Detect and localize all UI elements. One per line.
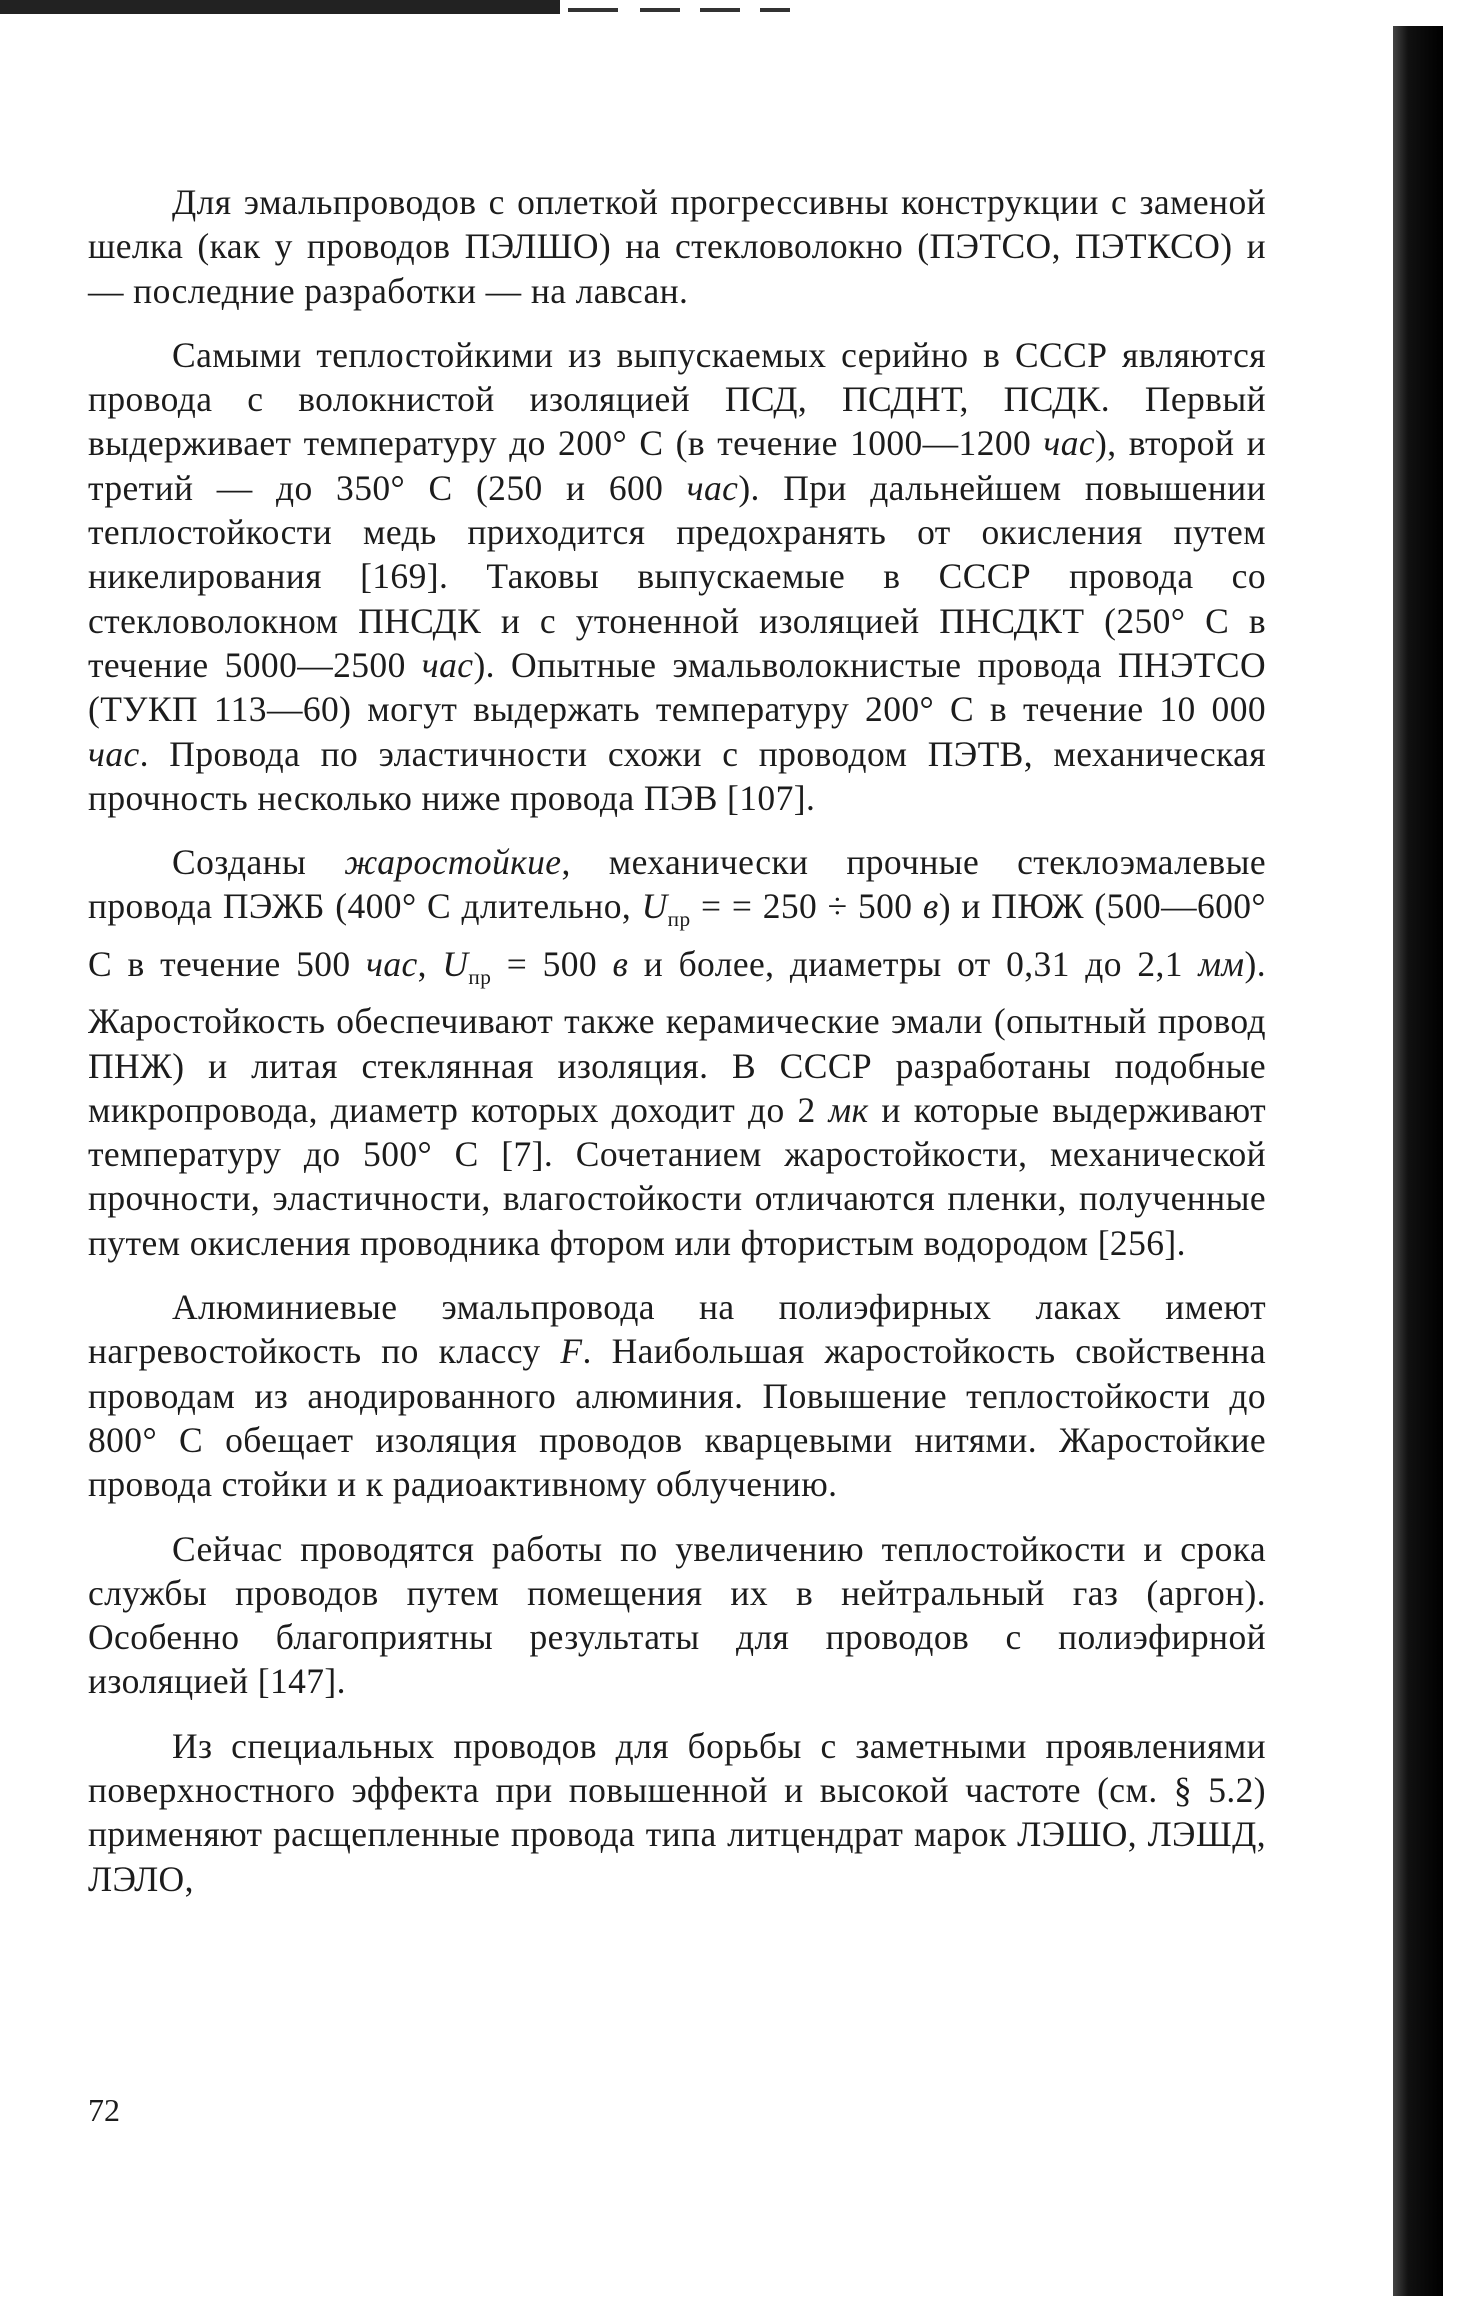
text-run: = 500 xyxy=(491,943,613,984)
text-run: мк xyxy=(828,1089,869,1130)
text-run: . Наибольшая жаростойкость свойственна проводам из анодированного алюминия. Повышение теплостойкости до 800° С обещает изоляция проводов кварцевыми нитями. Жаростойкие провода стойки и к радиоактивному облучению. xyxy=(88,1331,1266,1505)
text-run: Алюминиевые эмальпровода на полиэфирных лаках имеют нагревостойкость по классу xyxy=(88,1287,1266,1372)
text-run: U xyxy=(641,886,668,927)
text-run: час xyxy=(1043,423,1096,464)
text-run: , xyxy=(417,943,443,984)
top-dash xyxy=(760,8,790,12)
paragraph xyxy=(88,1724,1266,1901)
text-run: и которые выдерживают температуру до 500° С [7]. Сочетанием жаростойкости, механической прочности, эластичности, влагостойкости отличаются пленки, полученные путем окисления проводника фтором или фтористым водородом [256]. xyxy=(88,1089,1266,1263)
text-run: = = 250 ÷ 500 xyxy=(690,886,923,927)
text-run: в xyxy=(922,886,939,927)
paragraph xyxy=(88,840,1266,1265)
paragraph xyxy=(88,1285,1266,1506)
text-run: час xyxy=(421,644,474,685)
text-run: в xyxy=(612,943,629,984)
text-run: час xyxy=(366,943,418,984)
text-run: ) и ПЮЖ (500—600° С в течение 500 xyxy=(88,886,1267,984)
text-run: Сейчас проводятся работы по увеличению теплостойкости и срока службы проводов путем помещения их в нейтральный газ (аргон). Особенно благоприятны результаты для проводов с полиэфирной изоляцией [147]. xyxy=(88,1528,1266,1702)
text-run: Из специальных проводов для борьбы с заметными проявлениями поверхностного эффекта при повышенной и высокой частоте (см. § 5.2) применяют расщепленные провода типа литцендрат марок ЛЭШО, ЛЭШД, ЛЭЛО, xyxy=(88,1725,1266,1899)
text-run: мм xyxy=(1198,943,1245,984)
text-run: Самыми теплостойкими из выпускаемых серийно в СССР являются провода с волокнистой изоляцией ПСД, ПСДНТ, ПСДК. Первый выдерживает температуру до 200° С (в течение 1000—1200 xyxy=(88,334,1266,464)
top-dash xyxy=(640,8,680,12)
top-rule xyxy=(0,0,560,14)
top-dash xyxy=(568,8,618,12)
text-run: . Провода по эластичности схожи с проводом ПЭТВ, механическая прочность несколько ниже провода ПЭВ [107]. xyxy=(88,733,1266,818)
text-run: Для эмальпроводов с оплеткой прогрессивны конструкции с заменой шелка (как у проводов ПЭЛШО) на стекловолокно (ПЭТСО, ПЭТКСО) и — последние разработки — на лавсан. xyxy=(88,182,1266,311)
text-run: пр xyxy=(468,964,492,989)
text-run: F xyxy=(560,1331,583,1372)
text-run: ). При дальнейшем повышении теплостойкости медь приходится предохранять от окисления путем никелирования [169]. Таковы выпускаемые в СССР провода со стекловолокном ПНСДК и с утоненной изоляцией ПНСДКТ (250° С в течение 5000—2500 xyxy=(88,467,1266,685)
text-run: час xyxy=(686,467,739,508)
text-run: U xyxy=(442,943,469,984)
page-body xyxy=(88,180,1266,1921)
text-run: Созданы xyxy=(172,842,345,883)
page-number: 72 xyxy=(88,2092,120,2128)
text-run: ). Опытные эмальволокнистые провода ПНЭТСО (ТУКП 113—60) могут выдержать температуру 200° С в течение 10 000 xyxy=(88,644,1267,730)
text-run: , механически прочные стеклоэмалевые провода ПЭЖБ (400° С длительно, xyxy=(88,842,1266,927)
text-run: пр xyxy=(667,907,691,932)
paragraph xyxy=(88,333,1266,820)
text-run: ), второй и третий — до 350° С (250 и 600 xyxy=(88,423,1266,508)
text-run: жаростойкие xyxy=(344,842,562,883)
top-dash xyxy=(700,8,740,12)
binding-edge xyxy=(1393,26,1443,2296)
text-run: и более, диаметры от 0,31 до 2,1 xyxy=(628,943,1199,984)
paragraph xyxy=(88,180,1266,313)
text-run: ). Жаростойкость обеспечивают также керамические эмали (опытный провод ПНЖ) и литая стеклянная изоляция. В СССР разработаны подобные микропровода, диаметр которых доходит до 2 xyxy=(88,943,1266,1130)
text-run: час xyxy=(88,733,140,774)
paragraph xyxy=(88,1527,1266,1704)
